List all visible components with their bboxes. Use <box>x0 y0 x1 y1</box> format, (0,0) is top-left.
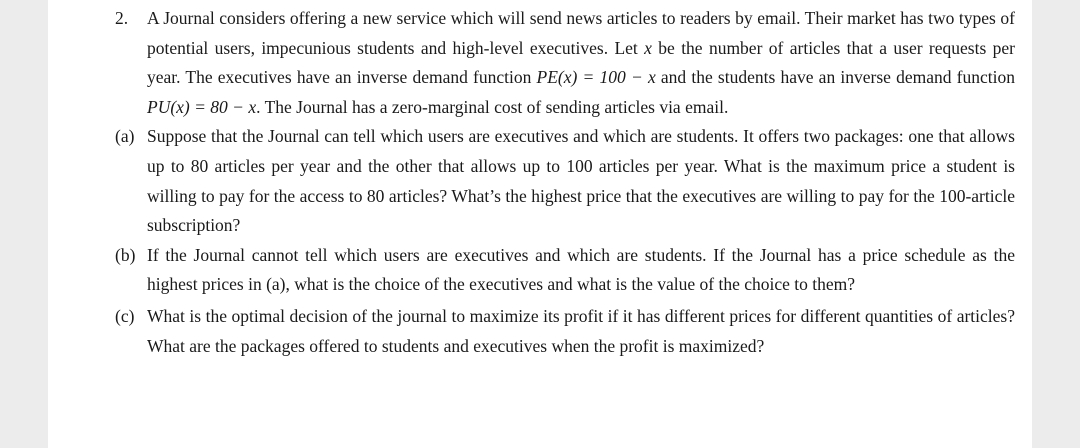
document-page <box>48 0 1032 448</box>
part-b-label: (b) <box>115 244 136 265</box>
part-a-label: (a) <box>115 126 135 147</box>
question-number: 2. <box>115 8 129 28</box>
part-c <box>115 302 1015 361</box>
part-b <box>115 241 1015 300</box>
part-c-label: (c) <box>115 305 135 326</box>
intro-text-1: A Journal considers offering a new service which will send news articles to readers by email. Their market has two types of potential users, impecunious students and high-level executives. Let <box>147 8 1015 58</box>
part-a-text: Suppose that the Journal can tell which users are executives and which are students. It offers two packages: one that allows up to 80 articles per year and the other that allows up to 100 articles per year. What is the maximum price a student is willing to pay for the access to 80 articles? What’s the highest price that the executives are willing to pay for the 100-article subscription? <box>147 126 1015 236</box>
intro-text-2: be the number of articles that a user requests per year. The executives have an inverse demand function <box>147 37 1015 88</box>
student-demand-function: PU(x) = 80 − x <box>147 96 257 117</box>
intro-text-3: and the students have an inverse demand function <box>655 67 1015 88</box>
part-b-text: If the Journal cannot tell which users are executives and which are students. If the Journal has a price schedule as the highest prices in (a), what is the choice of the executives and what is the value of the choice to them? <box>147 244 1015 295</box>
question-intro <box>115 4 1015 122</box>
question-block <box>115 4 1015 361</box>
part-a <box>115 122 1015 240</box>
variable-x: x <box>644 37 652 58</box>
part-c-text: What is the optimal decision of the journal to maximize its profit if it has different prices for different quantities of articles? What are the packages offered to students and executives when the profit is maximized? <box>147 305 1015 356</box>
executive-demand-function: PE(x) = 100 − x <box>536 67 656 88</box>
intro-text-4: . The Journal has a zero-marginal cost of sending articles via email. <box>256 96 729 117</box>
